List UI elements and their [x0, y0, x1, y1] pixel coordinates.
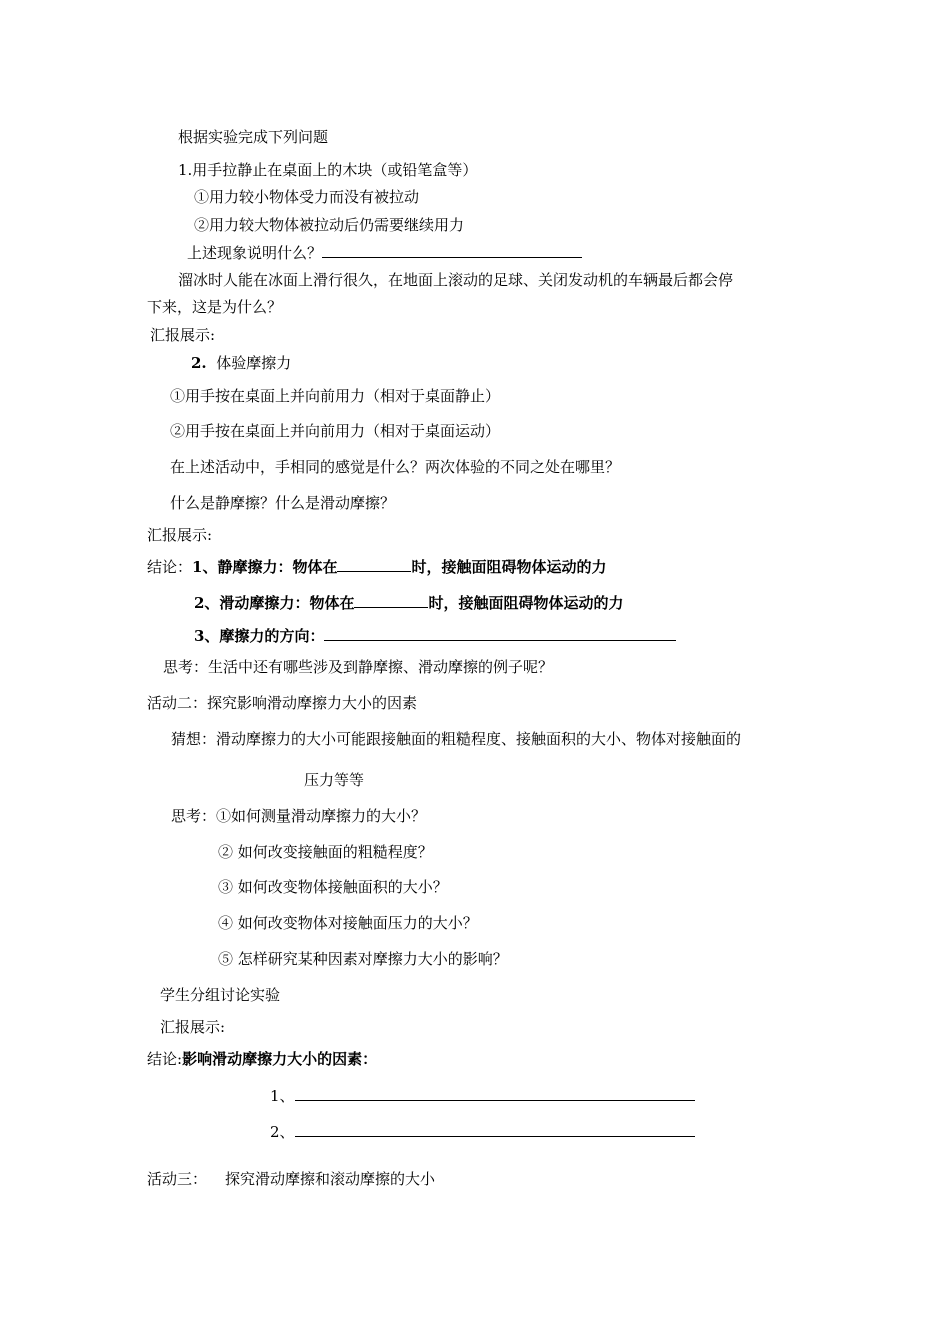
- conclusion-3: 3、摩擦力的方向：: [194, 627, 325, 645]
- factor-1-line: [270, 1086, 695, 1106]
- activity-3-text: 探究滑动摩擦和滚动摩擦的大小: [225, 1170, 436, 1188]
- group-discussion: 学生分组讨论实验: [160, 986, 281, 1004]
- activity-2-conclusion-prefix: 结论:: [147, 1050, 183, 1068]
- conclusion-2a: 2、滑动摩擦力：物体在: [194, 594, 355, 612]
- q1-question-text: 上述现象说明什么？: [187, 244, 323, 262]
- think-1: 思考：①如何测量滑动摩擦力的大小？: [171, 807, 427, 825]
- q1-question: [187, 243, 582, 263]
- think-examples: 思考：生活中还有哪些涉及到静摩擦、滑动摩擦的例子呢？: [163, 658, 554, 676]
- activity-2-conclusion-text: 影响滑动摩擦力大小的因素：: [182, 1050, 378, 1068]
- conclusion-2-line: [194, 593, 623, 613]
- q1-item-2: ②用力较大物体被拉动后仍需要继续用力: [194, 216, 465, 234]
- q2-item-1: ①用手按在桌面上并向前用力（相对于桌面静止）: [170, 387, 501, 405]
- activity-3-title: [147, 1169, 435, 1189]
- q2-item-2: ②用手按在桌面上并向前用力（相对于桌面运动）: [170, 422, 501, 440]
- sliding-friction-blank[interactable]: [354, 593, 428, 608]
- think-4: ④ 如何改变物体对接触面压力的大小？: [218, 914, 478, 932]
- q2-number: 2.: [191, 354, 207, 372]
- q2-question-2: 什么是静摩擦？什么是滑动摩擦？: [170, 494, 396, 512]
- activity-2-report: 汇报展示:: [160, 1018, 226, 1036]
- q2-report: 汇报展示:: [147, 526, 213, 544]
- q1-report: 汇报展示:: [150, 326, 216, 344]
- skating-line-1: 溜冰时人能在冰面上滑行很久，在地面上滚动的足球、关闭发动机的车辆最后都会停: [178, 271, 734, 289]
- conclusion-1-line: [147, 557, 606, 577]
- intro-text: 根据实验完成下列问题: [178, 128, 329, 146]
- factor-1-label: 1、: [270, 1087, 295, 1105]
- q2-title: [191, 353, 291, 373]
- conclusion-2b: 时，接触面阻碍物体运动的力: [428, 594, 624, 612]
- think-3: ③ 如何改变物体接触面积的大小？: [218, 878, 448, 896]
- conclusion-1b: 时，接触面阻碍物体运动的力: [411, 558, 607, 576]
- guess-line-2: 压力等等: [304, 771, 365, 789]
- think-5: ⑤ 怎样研究某种因素对摩擦力大小的影响？: [218, 950, 508, 968]
- factor-1-blank[interactable]: [295, 1086, 695, 1101]
- conclusion-prefix: 结论：: [147, 558, 193, 576]
- q2-title-text: 体验摩擦力: [216, 354, 292, 372]
- q1-answer-blank[interactable]: [322, 243, 582, 258]
- skating-line-2: 下来，这是为什么？: [147, 298, 283, 316]
- factor-2-blank[interactable]: [295, 1122, 695, 1137]
- factor-2-line: [270, 1122, 695, 1142]
- q2-question-1: 在上述活动中，手相同的感觉是什么？两次体验的不同之处在哪里？: [170, 458, 621, 476]
- conclusion-1a: 1、静摩擦力：物体在: [192, 558, 338, 576]
- static-friction-blank[interactable]: [337, 557, 411, 572]
- q1-title: 1.用手拉静止在桌面上的木块（或铅笔盒等）: [178, 161, 478, 179]
- guess-line-1: 猜想：滑动摩擦力的大小可能跟接触面的粗糙程度、接触面积的大小、物体对接触面的: [171, 730, 742, 748]
- conclusion-3-line: [194, 626, 676, 646]
- think-2: ② 如何改变接触面的粗糙程度？: [218, 843, 433, 861]
- activity-2-conclusion: [147, 1049, 377, 1069]
- factor-2-label: 2、: [270, 1123, 295, 1141]
- activity-2-title: 活动二：探究影响滑动摩擦力大小的因素: [147, 694, 418, 712]
- friction-direction-blank[interactable]: [324, 626, 676, 641]
- activity-3-label: 活动三：: [147, 1170, 208, 1188]
- q1-item-1: ①用力较小物体受力而没有被拉动: [194, 188, 420, 206]
